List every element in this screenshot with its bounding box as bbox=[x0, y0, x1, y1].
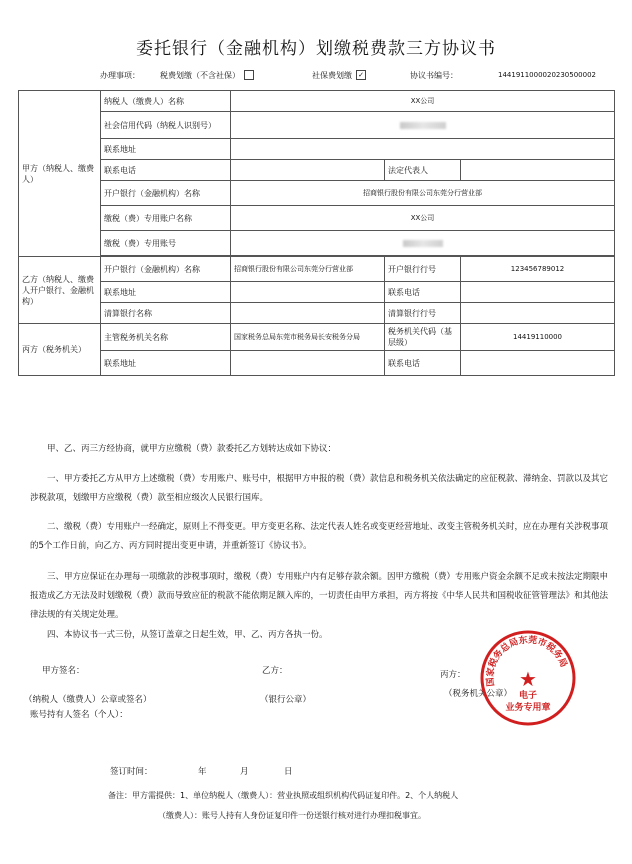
b-bank-code-label: 开户银行行号 bbox=[385, 257, 461, 282]
contact-address-value bbox=[231, 139, 615, 160]
contact-address-label: 联系地址 bbox=[101, 139, 231, 160]
party-b-stamp-label: （银行公章） bbox=[260, 695, 312, 705]
authority-value: 国家税务总局东莞市税务局长安税务分局 bbox=[231, 324, 385, 351]
date-label: 签订时间： bbox=[110, 767, 153, 777]
account-holder-sign-label: 账号持有人签名（个人）： bbox=[30, 710, 128, 720]
authority-label: 主管税务机关名称 bbox=[101, 324, 231, 351]
svg-text:电子: 电子 bbox=[518, 691, 538, 701]
matter-label: 办理事项： bbox=[100, 71, 140, 80]
c-phone-value bbox=[461, 351, 615, 376]
clearing-code-label: 清算银行行号 bbox=[385, 303, 461, 324]
clearing-bank-label: 清算银行名称 bbox=[101, 303, 231, 324]
account-name-value: XX公司 bbox=[231, 206, 615, 231]
c-address-label: 联系地址 bbox=[101, 351, 231, 376]
contact-phone-label: 联系电话 bbox=[101, 160, 231, 181]
b-address-value bbox=[231, 282, 385, 303]
c-address-value bbox=[231, 351, 385, 376]
official-seal-icon bbox=[478, 628, 578, 728]
notes-line-1: 备注：甲方需提供：1、单位纳税人（缴费人）：营业执照或组织机构代码证复印件。2、个人纳税人 bbox=[108, 791, 459, 800]
credit-code-value bbox=[231, 112, 615, 139]
party-c-stamp-label: （税务机关公章） bbox=[444, 689, 513, 699]
taxpayer-name-label: 纳税人（缴费人）名称 bbox=[101, 91, 231, 112]
clearing-bank-value bbox=[231, 303, 385, 324]
clause-3: 三、甲方应保证在办理每一项缴款的涉税事项时，缴税（费）专用账户内有足够存款余额。因甲方缴税（费）专用账户资金余额不足或未按法定期限申报造成乙方无法及时划缴税（费）款而导致应征的税款不能依期足额入库的，一切责任由甲方承担，丙方将按《中华人民共和国税收征管管理法》和其他法律法规的有关规定处理。 bbox=[30, 572, 609, 620]
agreement-no-label: 协议书编号： bbox=[410, 71, 458, 80]
agreement-table bbox=[18, 90, 615, 376]
party-b-sign-label: 乙方： bbox=[262, 666, 288, 676]
authority-code-label: 税务机关代码（基层级） bbox=[385, 324, 461, 351]
party-b-label: 乙方（纳税人、缴费人开户银行、金融机构） bbox=[19, 257, 101, 324]
redacted-credit-code bbox=[400, 122, 446, 129]
b-bank-code-value: 123456789012 bbox=[461, 257, 615, 282]
svg-text:国家税务总局东莞市税务局: 国家税务总局东莞市税务局 bbox=[485, 635, 569, 687]
page-title: 委托银行（金融机构）划缴税费款三方协议书 bbox=[136, 39, 496, 59]
date-year: 年 bbox=[198, 767, 207, 777]
intro-paragraph: 甲、乙、丙三方经协商，就甲方应缴税（费）款委托乙方划转达成如下协议： bbox=[47, 444, 337, 454]
party-c-label: 丙方（税务机关） bbox=[19, 324, 101, 376]
party-a-sign-label: 甲方签名： bbox=[42, 666, 85, 676]
date-day: 日 bbox=[284, 767, 293, 777]
legal-rep-label: 法定代表人 bbox=[385, 160, 461, 181]
authority-code-value: 14419110000 bbox=[461, 324, 615, 351]
date-month: 月 bbox=[240, 767, 249, 777]
credit-code-label: 社会信用代码（纳税人识别号） bbox=[101, 112, 231, 139]
tax-checkbox[interactable] bbox=[244, 70, 254, 80]
svg-text:★: ★ bbox=[519, 667, 537, 691]
agreement-no: 1441911000020230500002 bbox=[498, 71, 596, 79]
b-address-label: 联系地址 bbox=[101, 282, 231, 303]
tax-option[interactable] bbox=[160, 70, 254, 81]
taxpayer-name-value: XX公司 bbox=[231, 91, 615, 112]
svg-text:业务专用章: 业务专用章 bbox=[505, 703, 551, 713]
b-phone-value bbox=[461, 282, 615, 303]
b-bank-value: 招商银行股份有限公司东莞分行营业部 bbox=[231, 257, 385, 282]
party-a-label: 甲方（纳税人、缴费人） bbox=[19, 91, 101, 257]
social-option[interactable] bbox=[312, 70, 366, 81]
clause-4: 四、本协议书一式三份，从签订盖章之日起生效，甲、乙、丙方各执一份。 bbox=[47, 630, 328, 640]
b-bank-label: 开户银行（金融机构）名称 bbox=[101, 257, 231, 282]
b-phone-label: 联系电话 bbox=[385, 282, 461, 303]
clearing-code-value bbox=[461, 303, 615, 324]
party-a-stamp-label: （纳税人（缴费人）公章或签名） bbox=[24, 695, 152, 705]
account-no-label: 缴税（费）专用账号 bbox=[101, 231, 231, 256]
redacted-account-no bbox=[403, 240, 443, 247]
c-phone-label: 联系电话 bbox=[385, 351, 461, 376]
contact-phone-value bbox=[231, 160, 385, 181]
party-c-sign-label: 丙方： bbox=[440, 670, 466, 680]
social-checkbox[interactable]: ✓ bbox=[356, 70, 366, 80]
clause-2: 二、缴税（费）专用账户一经确定，原则上不得变更。甲方变更名称、法定代表人姓名或变更经营地址、改变主管税务机关时，应在办理有关涉税事项的5个工作日前，向乙方、丙方同时提出变更申请，并重新签订《协议书》。 bbox=[30, 522, 609, 551]
legal-rep-value bbox=[461, 160, 615, 181]
a-bank-label: 开户银行（金融机构）名称 bbox=[101, 181, 231, 206]
account-no-value bbox=[231, 231, 615, 256]
a-bank-value: 招商银行股份有限公司东莞分行营业部 bbox=[231, 181, 615, 206]
tax-option-label: 税费划缴（不含社保） bbox=[160, 71, 240, 80]
account-name-label: 缴税（费）专用账户名称 bbox=[101, 206, 231, 231]
clause-1: 一、甲方委托乙方从甲方上述缴税（费）专用账户、账号中，根据甲方申报的税（费）款信息和税务机关依法确定的应征税款、滞纳金、罚款以及其它涉税款项，划缴甲方应缴税（费）款至相应级次人民银行国库。 bbox=[30, 474, 609, 503]
notes-line-2: （缴费人）：账号人持有人身份证复印件一份送银行核对进行办理扣税事宜。 bbox=[158, 811, 426, 820]
social-option-label: 社保费划缴 bbox=[312, 71, 352, 80]
